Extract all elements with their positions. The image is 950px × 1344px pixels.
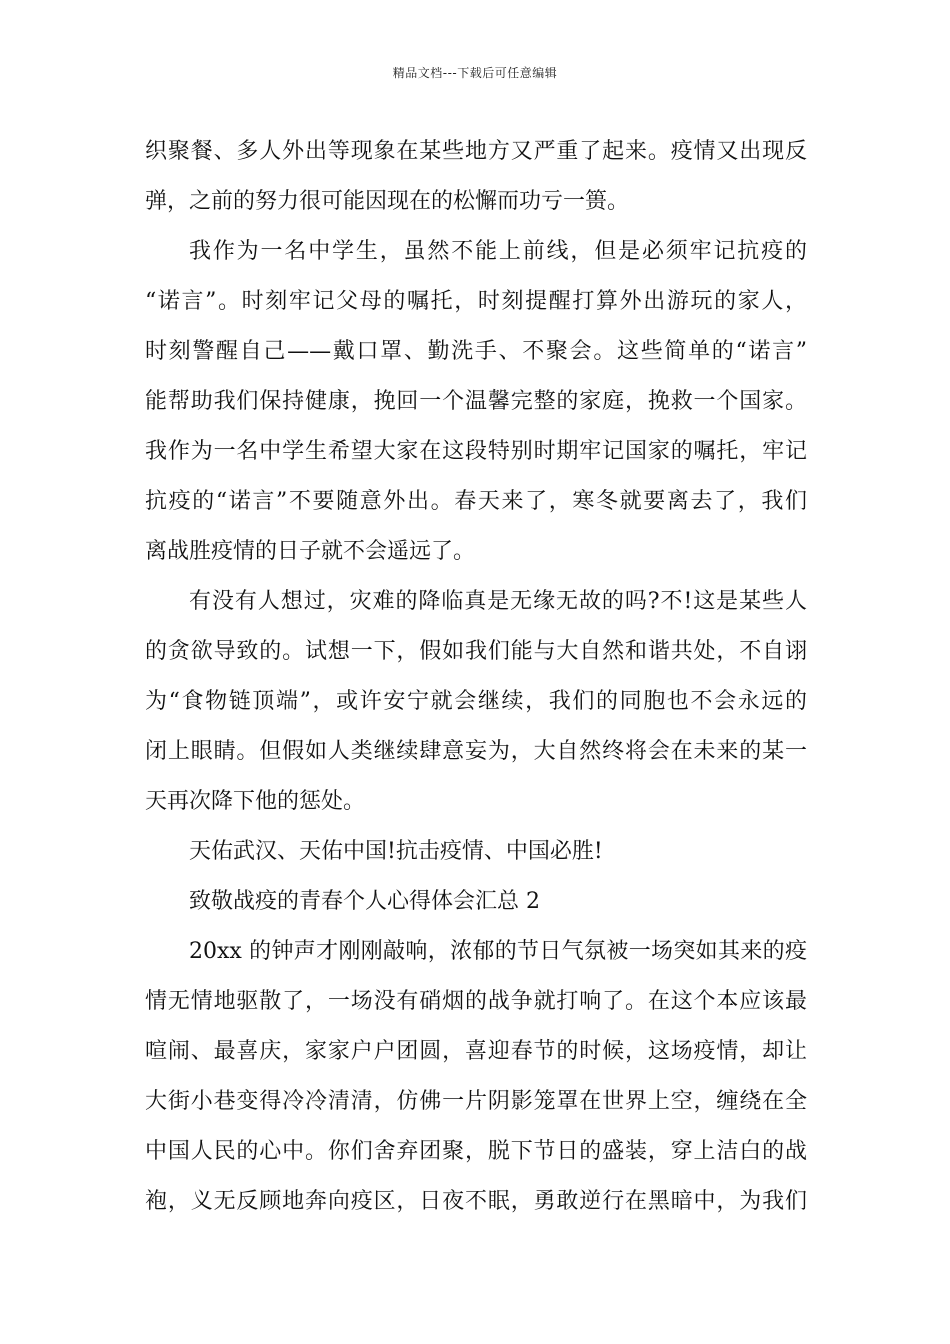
text-line: 我作为一名中学生希望大家在这段特别时期牢记国家的嘱托，牢记 xyxy=(145,439,807,464)
text-line: 我作为一名中学生，虽然不能上前线，但是必须牢记抗疫的 xyxy=(189,239,807,264)
slogan-line: 天佑武汉、天佑中国!抗击疫情、中国必胜! xyxy=(189,839,603,864)
text-line: 的贪欲导致的。试想一下，假如我们能与大自然和谐共处，不自诩 xyxy=(145,639,807,664)
text-line: 时刻警醒自己——戴口罩、勤洗手、不聚会。这些简单的“诺言” xyxy=(145,339,807,364)
text-line: 闭上眼睛。但假如人类继续肆意妄为，大自然终将会在未来的某一 xyxy=(145,739,807,764)
text-line: 抗疫的“诺言”不要随意外出。春天来了，寒冬就要离去了，我们 xyxy=(145,489,807,514)
text-line: 大街小巷变得冷冷清清，仿佛一片阴影笼罩在世界上空，缠绕在全 xyxy=(145,1089,807,1114)
page-header: 精品文档---下载后可任意编辑 xyxy=(392,66,558,80)
text-line: 离战胜疫情的日子就不会遥远了。 xyxy=(145,539,476,564)
section-title: 致敬战疫的青春个人心得体会汇总 2 xyxy=(189,889,540,914)
text-line: 为“食物链顶端”，或许安宁就会继续，我们的同胞也不会永远的 xyxy=(145,689,807,714)
text-line: 喧闹、最喜庆，家家户户团圆，喜迎春节的时候，这场疫情，却让 xyxy=(145,1039,807,1064)
text-line: 织聚餐、多人外出等现象在某些地方又严重了起来。疫情又出现反 xyxy=(145,139,807,164)
document-body xyxy=(145,133,807,1233)
text-line: 20xx 的钟声才刚刚敲响，浓郁的节日气氛被一场突如其来的疫 xyxy=(189,939,807,964)
text-line: 能帮助我们保持健康，挽回一个温馨完整的家庭，挽救一个国家。 xyxy=(145,389,807,414)
text-line: 中国人民的心中。你们舍弃团聚，脱下节日的盛装，穿上洁白的战 xyxy=(145,1139,807,1164)
text-line: 有没有人想过，灾难的降临真是无缘无故的吗?不!这是某些人 xyxy=(189,589,807,614)
text-line: 弹，之前的努力很可能因现在的松懈而功亏一篑。 xyxy=(145,189,630,214)
text-line: “诺言”。时刻牢记父母的嘱托，时刻提醒打算外出游玩的家人， xyxy=(145,289,807,314)
text-line: 情无情地驱散了，一场没有硝烟的战争就打响了。在这个本应该最 xyxy=(145,989,807,1014)
text-line: 袍，义无反顾地奔向疫区，日夜不眠，勇敢逆行在黑暗中，为我们 xyxy=(145,1189,807,1214)
text-line: 天再次降下他的惩处。 xyxy=(145,789,366,814)
